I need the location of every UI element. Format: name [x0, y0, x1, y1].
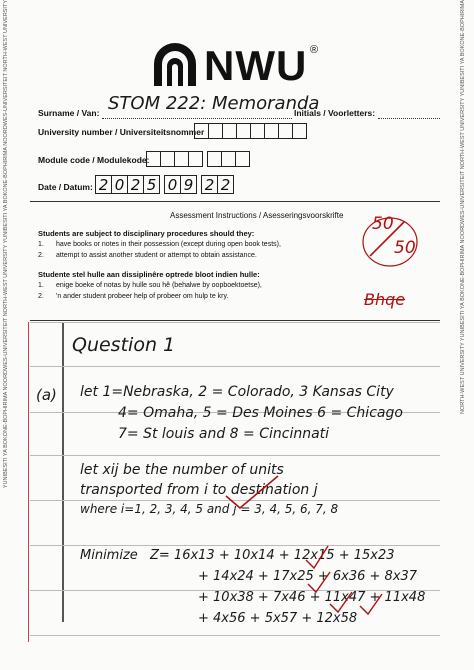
digit-box[interactable] [278, 123, 293, 139]
item-number: 1. [38, 241, 44, 248]
afrikaans-item [38, 282, 262, 289]
initials-line [378, 118, 440, 119]
rule-line [30, 366, 440, 367]
item-number: 2. [38, 252, 44, 259]
item-number: 1. [38, 282, 44, 289]
afrikaans-item [38, 293, 228, 300]
item-text: 'n ander student probeer help of probeer om hulp te kry. [56, 293, 229, 300]
surname-value[interactable]: STOM 222: Memoranda [108, 93, 320, 114]
side-text-left: YUNIBESITI YA BOKONE-BOPHIRIMA NOORDWES-UNIVERSITEIT NORTH-WEST UNIVERSITY YUNIBESITI YA BOKONE-BOPHIRIMA NOORDWES-UNIVERSITEIT NORTH-WEST UNIVERSITY [3, 0, 9, 489]
surname-label: Surname / Van: [38, 108, 100, 118]
check-mark-icon [300, 540, 410, 630]
grade-score: 50 [372, 214, 394, 234]
rule-line [30, 322, 440, 323]
instructions-title: Assessment Instructions / Asesseringsvoorskrifte [170, 211, 344, 220]
side-text-right: NORTH-WEST UNIVERSITY YUNIBESITI YA BOKONE-BOPHIRIMA NOORDWES-UNIVERSITEIT NORTH-WEST UNIVERSITY YUNIBESITI YA BOKONE-BOPHIRIMA [460, 0, 466, 414]
afrikaans-heading: Studente stel hulle aan dissiplinêre optrede bloot indien hulle: [38, 270, 260, 279]
student-number-label: University number / Universiteitsnommer [38, 127, 205, 137]
digit-box[interactable] [250, 123, 265, 139]
answer-line: let 1=Nebraska, 2 = Colorado, 3 Kansas City [80, 384, 394, 400]
marker-signature: Bhqe [364, 290, 406, 309]
date-digit[interactable]: 5 [143, 175, 160, 194]
item-text: attempt to assist another student or attempt to obtain assistance. [56, 252, 257, 259]
date-digit[interactable]: 0 [164, 175, 181, 194]
answer-line: transported from i to destination j [80, 482, 318, 498]
answer-line: 4= Omaha, 5 = Des Moines 6 = Chicago [118, 405, 403, 421]
answer-line: where i=1, 2, 3, 4, 5 and j = 3, 4, 5, 6, 7, 8 [80, 502, 339, 516]
code-box[interactable] [160, 151, 175, 167]
page-margin [28, 322, 29, 642]
module-code-label: Module code / Modulekode: [38, 155, 150, 165]
nwu-wordmark: NWU [204, 42, 308, 89]
nwu-logo [150, 38, 320, 94]
code-box[interactable] [221, 151, 236, 167]
answer-line: + 10x38 + 7x46 + 11x47 + 11x48 [198, 590, 426, 605]
digit-box[interactable] [222, 123, 237, 139]
answer-line: let xij be the number of units [80, 462, 284, 478]
digit-box[interactable] [236, 123, 251, 139]
answer-line: + 4x56 + 5x57 + 12x58 [198, 611, 358, 626]
check-mark-icon [222, 472, 282, 512]
part-label: (a) [36, 386, 57, 404]
rule-line [30, 455, 440, 456]
registered-mark: ® [310, 44, 319, 56]
code-box[interactable] [188, 151, 203, 167]
code-box[interactable] [146, 151, 161, 167]
date-digit[interactable]: 2 [201, 175, 218, 194]
digit-box[interactable] [194, 123, 209, 139]
digit-box[interactable] [264, 123, 279, 139]
surname-line [102, 118, 292, 119]
initials-label: Initials / Voorletters: [294, 108, 376, 118]
code-box[interactable] [235, 151, 250, 167]
english-item [38, 252, 257, 259]
student-number-boxes[interactable] [194, 123, 306, 139]
module-code-boxes[interactable] [146, 151, 249, 167]
digit-box[interactable] [292, 123, 307, 139]
item-number: 2. [38, 293, 44, 300]
rule-line [30, 635, 440, 636]
question-title: Question 1 [72, 334, 176, 356]
item-text: enige boeke of notas by hulle sou hê (behalwe by oopboektoetse), [56, 282, 262, 289]
digit-box[interactable] [208, 123, 223, 139]
side-watermark-left [2, 0, 14, 670]
code-box[interactable] [174, 151, 189, 167]
english-item [38, 241, 281, 248]
answer-line: Minimize [80, 548, 138, 563]
item-text: have books or notes in their possession (except during open book tests), [56, 241, 281, 248]
date-digit[interactable]: 0 [111, 175, 128, 194]
answer-line: + 14x24 + 17x25 + 6x36 + 8x37 [198, 569, 418, 584]
date-digit[interactable]: 9 [180, 175, 197, 194]
date-label: Date / Datum: [38, 182, 93, 192]
answer-margin-line [62, 322, 64, 622]
english-heading: Students are subject to disciplinary procedures should they: [38, 229, 255, 238]
date-digit[interactable]: 2 [217, 175, 234, 194]
date-digit[interactable]: 2 [95, 175, 112, 194]
code-box[interactable] [207, 151, 222, 167]
date-digit[interactable]: 2 [127, 175, 144, 194]
answer-line: 7= St louis and 8 = Cincinnati [118, 426, 330, 442]
grade-total: 50 [394, 238, 416, 258]
answer-line: Z= 16x13 + 10x14 + 12x15 + 15x23 [150, 548, 395, 563]
nwu-emblem-icon [150, 42, 200, 88]
date-boxes[interactable] [95, 175, 233, 194]
